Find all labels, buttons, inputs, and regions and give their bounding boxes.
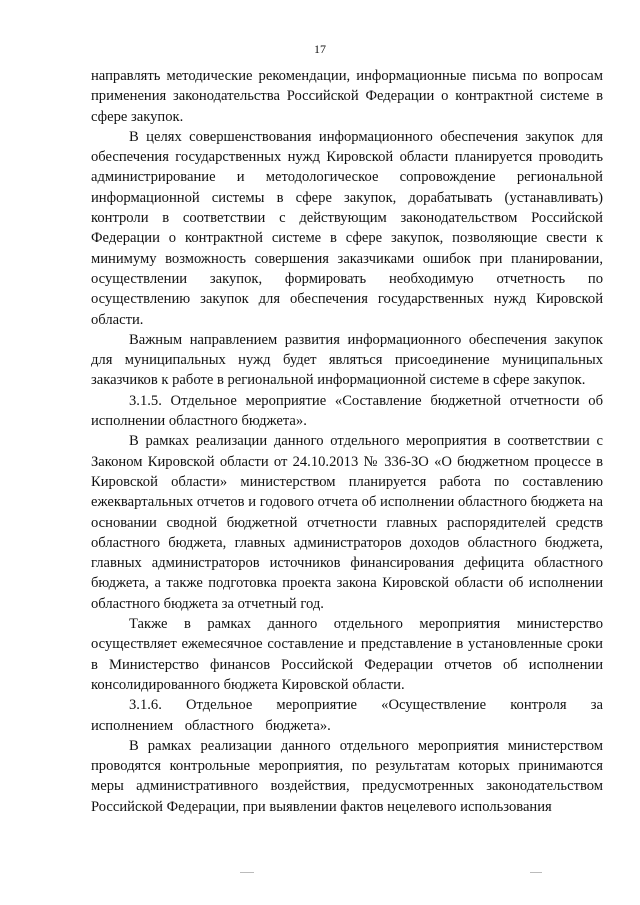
paragraph-control-measures: В рамках реализации данного отдельного мероприятия министерством проводятся контрольные мероприятия, по результатам которых принимаются меры административного воздействия, предусмотренных законодательством Российской Федерации, при выявлении фактов нецелевого использования: [91, 737, 603, 815]
paragraph-monthly-reporting: Также в рамках данного отдельного мероприятия министерство осуществляет ежемесячное составление и представление в установленные сроки в Министерство финансов Российской Федерации отчетов об исполнении консолидированного бюджета Кировской области.: [91, 616, 603, 693]
paragraph-continuation: направлять методические рекомендации, информационные письма по вопросам применения законодательства Российской Федерации о контрактной системе в сфере закупок.: [91, 68, 603, 125]
scan-mark: [530, 872, 542, 873]
paragraph-information-support: В целях совершенствования информационного обеспечения закупок для обеспечения государственных нужд Кировской области планируется проводить администрирование и методологическое сопровождение региональной информационной системы в сфере закупок, дорабатывать (устанавливать) контроли в соответствии с действующим законодательством Российской Федерации о контрактной системе в сфере закупок, позволяющие свести к минимуму возможность совершения заказчиками ошибок при планировании, осуществлении закупок, формировать необходимую отчетность по осуществлению закупок для обеспечения государственных нужд Кировской области.: [91, 128, 603, 328]
paragraph-budget-reporting: В рамках реализации данного отдельного мероприятия в соответствии с Законом Кировской области от 24.10.2013 № 336-ЗО «О бюджетном процессе в Кировской области» министерством планируется работа по составлению ежеквартальных отчетов и годового отчета об исполнении областного бюджета на основании сводной бюджетной отчетности главных распорядителей средств областного бюджета, главных администраторов доходов областного бюджета, главных администраторов источников финансирования дефицита областного бюджета, а также подготовка проекта закона Кировской области об исполнении областного бюджета за отчетный год.: [91, 433, 603, 612]
section-heading-3-1-6: 3.1.6. Отдельное мероприятие «Осуществление контроля за исполнением областного бюджета».: [91, 697, 603, 734]
section-heading-3-1-5: 3.1.5. Отдельное мероприятие «Составление бюджетной отчетности об исполнении областного бюджета».: [91, 392, 603, 430]
paragraph-municipal-procurement: Важным направлением развития информационного обеспечения закупок для муниципальных нужд будет являться присоединение муниципальных заказчиков к работе в региональной информационной системе в сфере закупок.: [91, 331, 603, 389]
page-number: 17: [314, 42, 326, 56]
document-body: [91, 66, 603, 817]
scan-mark: [240, 872, 254, 873]
